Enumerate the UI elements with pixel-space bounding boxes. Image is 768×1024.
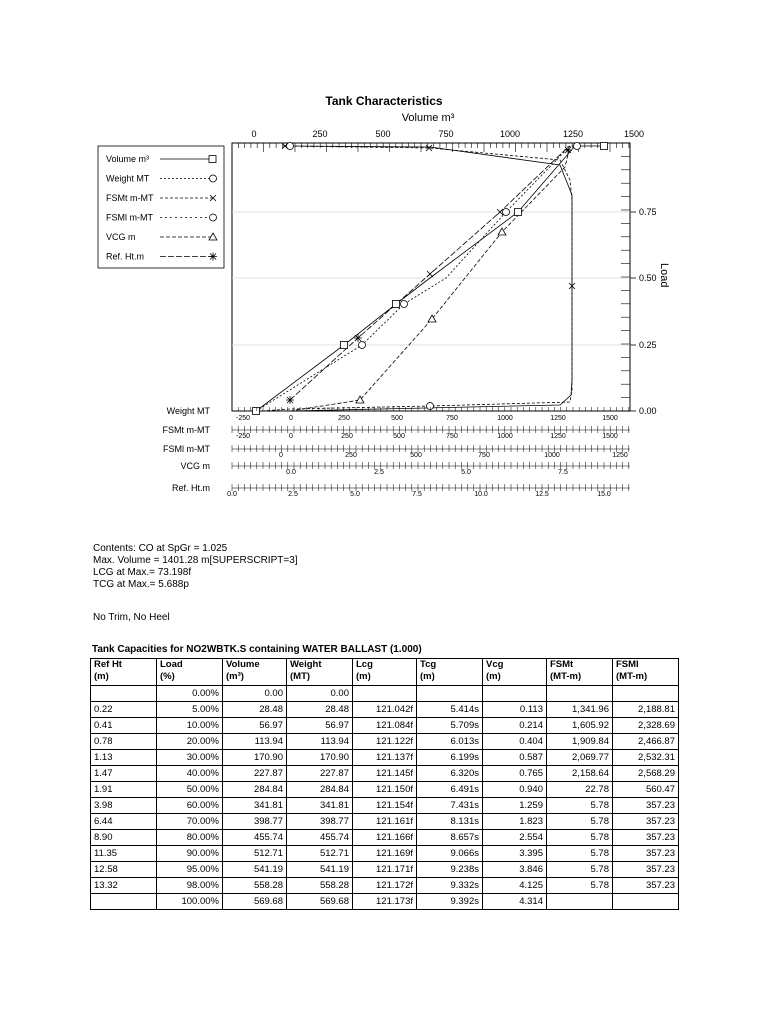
table-cell: 121.150f <box>353 782 417 798</box>
column-header <box>91 659 157 686</box>
ref-ht-curve <box>290 146 570 400</box>
trim-text: No Trim, No Heel <box>93 612 170 623</box>
table-cell: 121.137f <box>353 750 417 766</box>
table-cell: 9.238s <box>417 862 483 878</box>
table-cell: 121.172f <box>353 878 417 894</box>
chart-title: Tank Characteristics <box>325 94 443 108</box>
legend-label: Volume m³ <box>106 154 150 164</box>
top-axis-label: Volume m³ <box>401 112 455 124</box>
bottom-axis-tick-label: 0.0 <box>286 469 296 476</box>
legend-star-marker <box>209 253 217 261</box>
table-cell: 5.78 <box>547 862 613 878</box>
bottom-axis-tick-label: 1000 <box>497 433 513 440</box>
column-header-title: Lcg <box>356 659 373 670</box>
table-cell: 6.320s <box>417 766 483 782</box>
table-cell: 80.00% <box>157 830 223 846</box>
top-tick-label: 500 <box>375 129 391 139</box>
table-cell: 8.90 <box>91 830 157 846</box>
table-cell: 569.68 <box>287 894 353 910</box>
table-cell: 0.214 <box>483 718 547 734</box>
table-row <box>91 782 679 798</box>
table-cell: 357.23 <box>613 846 679 862</box>
square-marker <box>601 143 608 150</box>
right-axis-label: Load <box>658 263 670 288</box>
fsml-curve <box>283 146 572 411</box>
table-cell: 56.97 <box>223 718 287 734</box>
table-cell: 541.19 <box>287 862 353 878</box>
table-cell <box>91 686 157 702</box>
table-cell: 541.19 <box>223 862 287 878</box>
capacity-table <box>90 658 679 910</box>
column-header <box>613 659 679 686</box>
table-cell: 121.154f <box>353 798 417 814</box>
table-cell: 22.78 <box>547 782 613 798</box>
column-header-unit: (MT) <box>290 671 311 682</box>
bottom-axis-tick-label: 1250 <box>550 415 566 422</box>
table-row <box>91 846 679 862</box>
bottom-axis-tick-label: 1250 <box>550 433 566 440</box>
load-tick-label: 0.00 <box>639 406 657 416</box>
cross-marker <box>427 271 433 277</box>
table-cell <box>353 686 417 702</box>
curves <box>253 143 608 415</box>
table-cell: 560.47 <box>613 782 679 798</box>
table-cell: 0.404 <box>483 734 547 750</box>
bottom-axis-tick-label: 1250 <box>612 452 628 459</box>
table-cell: 398.77 <box>287 814 353 830</box>
table-cell: 1,341.96 <box>547 702 613 718</box>
bottom-axis-tick-label: 750 <box>446 433 458 440</box>
table-cell: 569.68 <box>223 894 287 910</box>
column-header-title: FSMl <box>616 659 639 670</box>
table-row <box>91 686 679 702</box>
square-marker <box>393 301 400 308</box>
square-marker <box>341 342 348 349</box>
table-cell: 121.161f <box>353 814 417 830</box>
legend-label: VCG m <box>106 232 136 242</box>
column-header <box>483 659 547 686</box>
table-body <box>91 686 679 910</box>
column-header-title: Weight <box>290 659 322 670</box>
table-cell: 113.94 <box>223 734 287 750</box>
table-cell: 6.491s <box>417 782 483 798</box>
table-cell: 5.709s <box>417 718 483 734</box>
table-cell: 227.87 <box>287 766 353 782</box>
table-cell: 121.166f <box>353 830 417 846</box>
table-cell: 121.122f <box>353 734 417 750</box>
table-row <box>91 814 679 830</box>
table-cell: 341.81 <box>223 798 287 814</box>
table-cell: 7.431s <box>417 798 483 814</box>
load-tick-labels <box>630 207 657 416</box>
bottom-axis-tick-label: 0 <box>279 452 283 459</box>
table-cell: 0.00 <box>223 686 287 702</box>
bottom-axis-tick-label: 750 <box>478 452 490 459</box>
table-cell: 4.125 <box>483 878 547 894</box>
column-header-unit: (MT-m) <box>616 671 648 682</box>
table-cell: 121.173f <box>353 894 417 910</box>
bottom-axis-tick-label: 7.5 <box>558 469 568 476</box>
legend-label: Weight MT <box>106 173 150 184</box>
table-cell: 9.392s <box>417 894 483 910</box>
table-cell: 60.00% <box>157 798 223 814</box>
table-cell <box>547 894 613 910</box>
legend-circle-marker <box>210 214 217 221</box>
top-tick-labels <box>251 129 644 139</box>
bottom-axis-tick-label: 1500 <box>602 415 618 422</box>
table-cell: 512.71 <box>287 846 353 862</box>
circle-marker <box>427 403 434 410</box>
table-cell: 2,466.87 <box>613 734 679 750</box>
right-ruler <box>621 143 630 411</box>
table-cell: 6.44 <box>91 814 157 830</box>
bottom-axis-tick-label: 0.0 <box>227 491 237 498</box>
table-cell: 70.00% <box>157 814 223 830</box>
table-cell: 2,568.29 <box>613 766 679 782</box>
bottom-axis-label: FSMl m-MT <box>163 444 210 454</box>
circle-marker <box>401 301 408 308</box>
table-cell: 227.87 <box>223 766 287 782</box>
table-cell <box>417 686 483 702</box>
legend-circle-marker <box>210 175 217 182</box>
table-cell: 1,909.84 <box>547 734 613 750</box>
table-cell: 4.314 <box>483 894 547 910</box>
table-cell: 1.823 <box>483 814 547 830</box>
table-row <box>91 862 679 878</box>
legend-square-marker <box>209 156 216 163</box>
column-header-unit: (m) <box>486 671 501 682</box>
table-cell: 0.22 <box>91 702 157 718</box>
bottom-axis-tick-label: 250 <box>341 433 353 440</box>
bottom-axis-tick-label: 500 <box>393 433 405 440</box>
table-cell: 5.00% <box>157 702 223 718</box>
table-cell: 0.00 <box>287 686 353 702</box>
bottom-axis-tick-label: 10.0 <box>474 491 488 498</box>
bottom-axis-tick-label: 12.5 <box>535 491 549 498</box>
table-cell: 0.765 <box>483 766 547 782</box>
bottom-axis-label: Weight MT <box>166 406 210 416</box>
bottom-axis-tick-label: 2.5 <box>288 491 298 498</box>
table-cell: 5.78 <box>547 830 613 846</box>
table-cell <box>91 894 157 910</box>
table-cell: 28.48 <box>223 702 287 718</box>
column-header-unit: (m) <box>356 671 371 682</box>
table-cell: 56.97 <box>287 718 353 734</box>
contents-text: Contents: CO at SpGr = 1.025 <box>93 543 228 554</box>
table-cell: 0.587 <box>483 750 547 766</box>
table-cell: 30.00% <box>157 750 223 766</box>
table-cell: 8.131s <box>417 814 483 830</box>
table-cell: 2.554 <box>483 830 547 846</box>
table-cell: 20.00% <box>157 734 223 750</box>
table-cell: 357.23 <box>613 862 679 878</box>
column-header <box>223 659 287 686</box>
column-header-unit: (m) <box>94 671 109 682</box>
table-cell: 1,605.92 <box>547 718 613 734</box>
table-cell: 0.113 <box>483 702 547 718</box>
bottom-axis-label: VCG m <box>180 461 210 471</box>
bottom-axis-tick-label: 250 <box>338 415 350 422</box>
table-cell: 12.58 <box>91 862 157 878</box>
column-header <box>417 659 483 686</box>
square-marker <box>515 209 522 216</box>
column-header-title: FSMt <box>550 659 574 670</box>
top-tick-label: 1250 <box>562 129 584 139</box>
column-header <box>287 659 353 686</box>
table-cell: 0.940 <box>483 782 547 798</box>
bottom-axes <box>163 406 631 498</box>
column-header-title: Volume <box>226 659 260 670</box>
top-tick-label: 0 <box>251 129 257 139</box>
table-cell: 121.145f <box>353 766 417 782</box>
table-cell: 558.28 <box>287 878 353 894</box>
top-tick-label: 1500 <box>623 129 645 139</box>
table-cell: 455.74 <box>287 830 353 846</box>
table-header-row <box>91 659 679 686</box>
bottom-axis-tick-label: 1000 <box>497 415 513 422</box>
bottom-axis-tick-label: 2.5 <box>374 469 384 476</box>
table-cell: 121.169f <box>353 846 417 862</box>
bottom-axis-tick-label: 5.0 <box>461 469 471 476</box>
bottom-axis-tick-label: 250 <box>345 452 357 459</box>
table-row <box>91 766 679 782</box>
legend-label: FSMl m-MT <box>106 212 153 223</box>
table-cell: 8.657s <box>417 830 483 846</box>
table-cell: 398.77 <box>223 814 287 830</box>
column-header-title: Load <box>160 659 183 670</box>
column-header <box>157 659 223 686</box>
table-cell: 50.00% <box>157 782 223 798</box>
table-cell: 357.23 <box>613 814 679 830</box>
square-marker <box>253 408 260 415</box>
legend-label: FSMt m-MT <box>106 193 154 203</box>
table-cell: 98.00% <box>157 878 223 894</box>
bottom-axis-tick-label: 500 <box>410 452 422 459</box>
table-cell: 512.71 <box>223 846 287 862</box>
bottom-axis-tick-label: -250 <box>235 415 251 422</box>
table-cell: 5.78 <box>547 878 613 894</box>
tank-info <box>93 543 298 591</box>
table-cell: 2,188.81 <box>613 702 679 718</box>
table-cell: 284.84 <box>287 782 353 798</box>
table-cell: 113.94 <box>287 734 353 750</box>
table-cell: 284.84 <box>223 782 287 798</box>
bottom-axis-tick-label: 5.0 <box>350 491 360 498</box>
column-header-unit: (m) <box>420 671 435 682</box>
volume-curve <box>256 146 604 411</box>
table-cell: 6.013s <box>417 734 483 750</box>
table-row <box>91 894 679 910</box>
table-cell: 3.846 <box>483 862 547 878</box>
bottom-axis-tick-label: -250 <box>235 433 251 440</box>
table-cell: 341.81 <box>287 798 353 814</box>
table-row <box>91 878 679 894</box>
table-cell: 2,158.64 <box>547 766 613 782</box>
top-tick-label: 750 <box>438 129 454 139</box>
gridlines <box>232 212 630 345</box>
table-cell: 9.332s <box>417 878 483 894</box>
table-cell: 1.91 <box>91 782 157 798</box>
circle-marker <box>574 143 581 150</box>
table-cell: 121.084f <box>353 718 417 734</box>
column-header-title: Tcg <box>420 659 437 670</box>
table-cell: 0.41 <box>91 718 157 734</box>
tank-characteristics-chart <box>0 0 768 510</box>
table-cell: 357.23 <box>613 798 679 814</box>
table-cell <box>483 686 547 702</box>
column-header <box>547 659 613 686</box>
legend-box <box>98 146 224 268</box>
circle-marker <box>359 342 366 349</box>
table-cell: 455.74 <box>223 830 287 846</box>
table-cell: 2,328.69 <box>613 718 679 734</box>
table-cell: 5.414s <box>417 702 483 718</box>
table-row <box>91 750 679 766</box>
table-cell: 0.00% <box>157 686 223 702</box>
table-cell: 100.00% <box>157 894 223 910</box>
max-volume-text: Max. Volume = 1401.28 m[SUPERSCRIPT=3] <box>93 555 298 566</box>
bottom-axis-tick-label: 0 <box>289 433 293 440</box>
table-cell: 5.78 <box>547 846 613 862</box>
star-marker <box>286 396 294 404</box>
table-cell <box>547 686 613 702</box>
table-cell <box>613 686 679 702</box>
table-cell: 357.23 <box>613 830 679 846</box>
table-cell: 3.395 <box>483 846 547 862</box>
bottom-axis-label: FSMt m-MT <box>162 425 210 435</box>
legend <box>98 146 224 268</box>
bottom-axis-tick-label: 1500 <box>602 433 618 440</box>
table-cell: 5.78 <box>547 798 613 814</box>
table-cell: 10.00% <box>157 718 223 734</box>
column-header-title: Ref Ht <box>94 659 122 670</box>
star-marker <box>564 146 572 154</box>
table-cell: 121.171f <box>353 862 417 878</box>
load-tick-label: 0.50 <box>639 273 657 283</box>
lcg-text: LCG at Max.= 73.198f <box>93 567 192 578</box>
table-title: Tank Capacities for NO2WBTK.S containing WATER BALLAST (1.000) <box>92 644 422 655</box>
column-header-unit: (m³) <box>226 671 244 682</box>
table-cell: 170.90 <box>287 750 353 766</box>
table-row <box>91 702 679 718</box>
table-cell: 558.28 <box>223 878 287 894</box>
table-cell: 11.35 <box>91 846 157 862</box>
bottom-axis-tick-label: 750 <box>446 415 458 422</box>
table-cell: 6.199s <box>417 750 483 766</box>
circle-marker <box>503 209 510 216</box>
bottom-axis-tick-label: 500 <box>391 415 403 422</box>
table-cell: 121.042f <box>353 702 417 718</box>
column-header-unit: (MT-m) <box>550 671 582 682</box>
trim-info <box>93 612 170 624</box>
table-cell: 0.78 <box>91 734 157 750</box>
load-tick-label: 0.25 <box>639 340 657 350</box>
table-cell: 1.259 <box>483 798 547 814</box>
bottom-axis-tick-label: 1000 <box>544 452 560 459</box>
table-cell: 1.13 <box>91 750 157 766</box>
table-cell <box>613 894 679 910</box>
table-row <box>91 830 679 846</box>
table-cell: 90.00% <box>157 846 223 862</box>
table-cell: 40.00% <box>157 766 223 782</box>
table-row <box>91 718 679 734</box>
bottom-axis-tick-label: 7.5 <box>412 491 422 498</box>
top-tick-label: 1000 <box>499 129 521 139</box>
column-header <box>353 659 417 686</box>
column-header-title: Vcg <box>486 659 504 670</box>
table-cell: 5.78 <box>547 814 613 830</box>
table-cell: 1.47 <box>91 766 157 782</box>
table-cell: 3.98 <box>91 798 157 814</box>
load-tick-label: 0.75 <box>639 207 657 217</box>
table-cell: 2,532.31 <box>613 750 679 766</box>
top-tick-label: 250 <box>312 129 328 139</box>
legend-label: Ref. Ht.m <box>106 251 145 262</box>
star-marker <box>354 334 362 342</box>
table-cell: 357.23 <box>613 878 679 894</box>
tcg-text: TCG at Max.= 5.688p <box>93 579 189 590</box>
bottom-axis-label: Ref. Ht.m <box>171 483 210 493</box>
weight-curve <box>256 146 577 411</box>
table-row <box>91 798 679 814</box>
table-cell: 2,069.77 <box>547 750 613 766</box>
table-cell: 9.066s <box>417 846 483 862</box>
bottom-axis-tick-label: 0 <box>289 415 293 422</box>
table-cell: 95.00% <box>157 862 223 878</box>
table-cell: 28.48 <box>287 702 353 718</box>
column-header-unit: (%) <box>160 671 175 682</box>
table-cell: 13.32 <box>91 878 157 894</box>
bottom-axis-tick-label: 15.0 <box>597 491 611 498</box>
table-cell: 170.90 <box>223 750 287 766</box>
table-row <box>91 734 679 750</box>
